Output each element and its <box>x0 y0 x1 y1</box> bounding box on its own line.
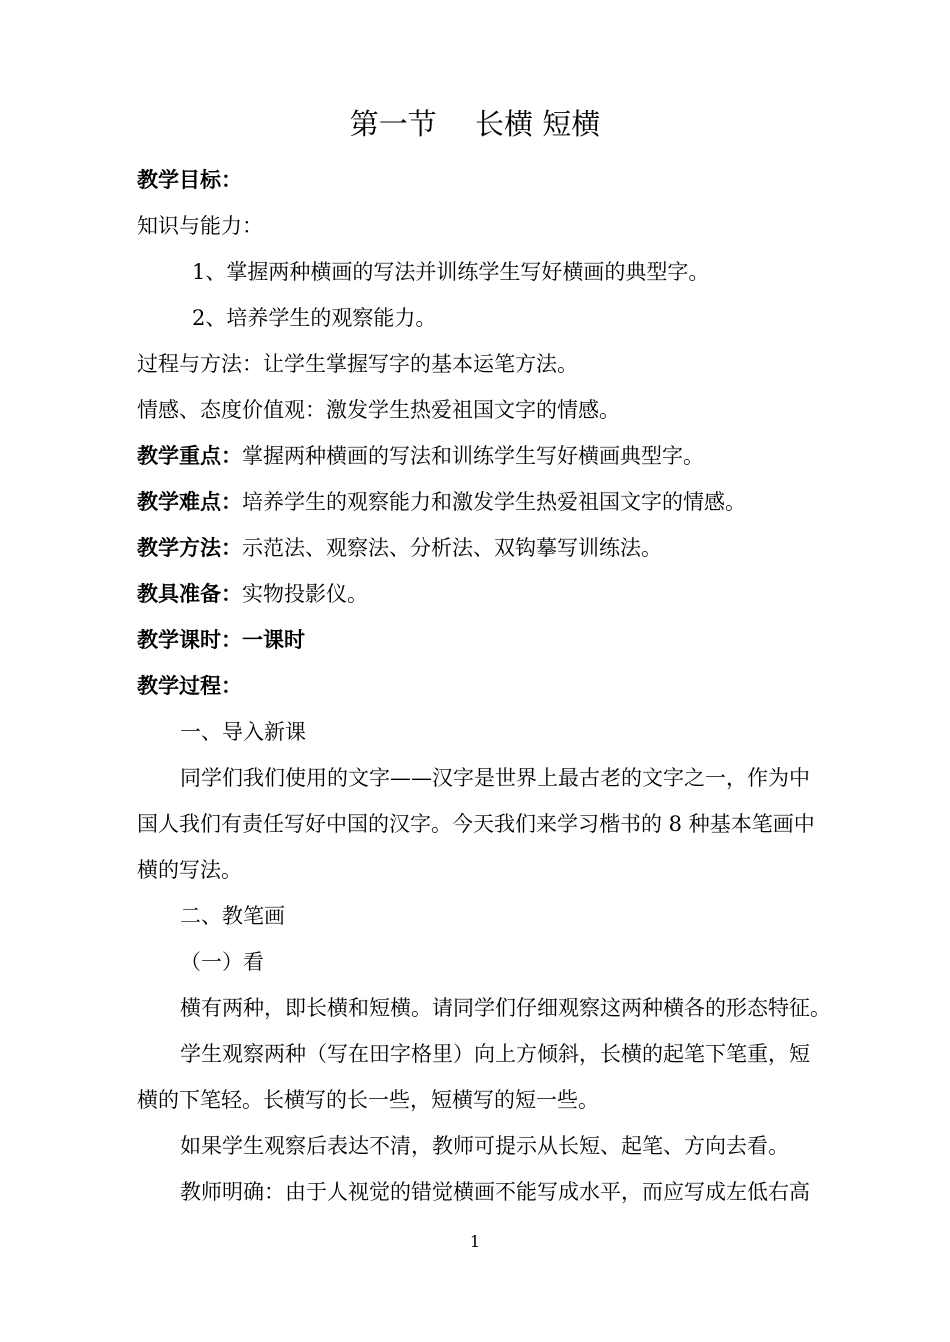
key-point-line <box>137 441 704 471</box>
section2-heading: 二、教笔画 <box>180 904 285 928</box>
hours-text: 一课时 <box>242 628 305 652</box>
tools-line <box>137 579 368 609</box>
section2-para2-line1: 学生观察两种（写在田字格里）向上方倾斜，长横的起笔下笔重，短 <box>180 1042 810 1066</box>
process-heading: 教学过程： <box>137 674 242 698</box>
objective-item-1: 1、掌握两种横画的写法并训练学生写好横画的典型字。 <box>192 260 710 284</box>
section2-para3: 如果学生观察后表达不清，教师可提示从长短、起笔、方向去看。 <box>180 1134 789 1158</box>
page-number: 1 <box>469 1232 481 1251</box>
section1-para-line3: 横的写法。 <box>137 858 242 882</box>
section2-sub1: （一）看 <box>180 950 264 974</box>
key-point-label: 教学重点： <box>137 444 242 468</box>
section2-para2-line2: 横的下笔轻。长横写的长一些，短横写的短一些。 <box>137 1088 599 1112</box>
section1-heading: 一、导入新课 <box>180 720 306 744</box>
section1-para-line2: 国人我们有责任写好中国的汉字。今天我们来学习楷书的 8 种基本笔画中 <box>137 812 815 836</box>
objective-item-2: 2、培养学生的观察能力。 <box>192 306 437 330</box>
methods-label: 教学方法： <box>137 536 242 560</box>
hours-line <box>137 625 305 655</box>
difficulty-label: 教学难点： <box>137 490 242 514</box>
section2-para1: 横有两种，即长横和短横。请同学们仔细观察这两种横各的形态特征。 <box>180 996 831 1020</box>
objectives-heading: 教学目标： <box>137 168 242 192</box>
section2-para4-line1: 教师明确：由于人视觉的错觉横画不能写成水平，而应写成左低右高 <box>180 1180 810 1204</box>
tools-label: 教具准备： <box>137 582 242 606</box>
page-title: 第一节 长横 短横 <box>349 107 601 141</box>
methods-line <box>137 533 662 563</box>
hours-label: 教学课时： <box>137 628 242 652</box>
difficulty-text: 培养学生的观察能力和激发学生热爱祖国文字的情感。 <box>242 490 746 514</box>
key-point-text: 掌握两种横画的写法和训练学生写好横画典型字。 <box>242 444 704 468</box>
process-method-line: 过程与方法：让学生掌握写字的基本运笔方法。 <box>137 352 578 376</box>
emotion-line: 情感、态度价值观：激发学生热爱祖国文字的情感。 <box>137 398 620 422</box>
tools-text: 实物投影仪。 <box>242 582 368 606</box>
difficulty-line <box>137 487 746 517</box>
section1-para-line1: 同学们我们使用的文字——汉字是世界上最古老的文字之一，作为中 <box>180 766 810 790</box>
knowledge-label: 知识与能力： <box>137 214 263 238</box>
methods-text: 示范法、观察法、分析法、双钩摹写训练法。 <box>242 536 662 560</box>
